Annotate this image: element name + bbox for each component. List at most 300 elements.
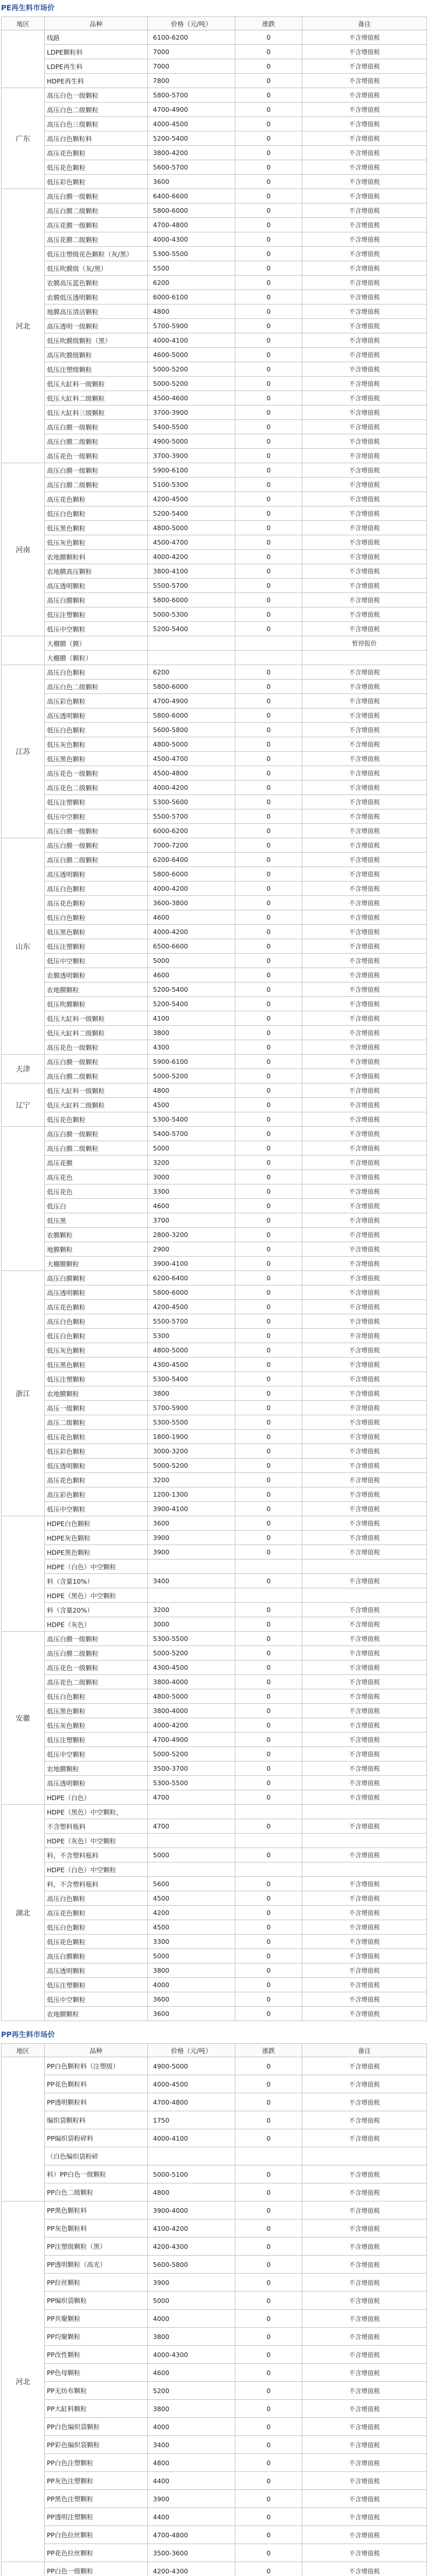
table-row — [2, 925, 427, 939]
table-row — [2, 2274, 427, 2292]
price-cell: 3800 — [148, 1963, 235, 1978]
note-cell: 不含增值税 — [302, 896, 427, 910]
price-cell: 5000 — [148, 954, 235, 968]
note-cell: 不含增值税 — [302, 1487, 427, 1502]
price-cell: 4500 — [148, 1891, 235, 1906]
item-cell: 高压白膜二级颗粒 — [45, 1141, 148, 1156]
table-row — [2, 175, 427, 189]
table-row — [2, 1257, 427, 1271]
price-cell: 4600 — [148, 910, 235, 925]
price-cell: 3000 — [148, 1170, 235, 1184]
note-cell: 不含增值税 — [302, 88, 427, 103]
price-cell: 3800 — [148, 2400, 235, 2418]
change-cell: 0 — [235, 204, 302, 218]
change-cell: 0 — [235, 1733, 302, 1747]
change-cell: 0 — [235, 218, 302, 232]
table-row — [2, 2201, 427, 2219]
change-cell: 0 — [235, 694, 302, 708]
change-cell: 0 — [235, 391, 302, 405]
note-cell: 不含增值税 — [302, 30, 427, 45]
note-cell: 不含增值税 — [302, 737, 427, 752]
table-row — [2, 1040, 427, 1055]
item-cell: 高压白色二级颗粒 — [45, 680, 148, 694]
note-cell: 不含增值税 — [302, 103, 427, 117]
item-cell: 高压白色一级颗粒 — [45, 88, 148, 103]
price-cell: 4300-4500 — [148, 1358, 235, 1372]
price-cell: 5000-5300 — [148, 607, 235, 622]
note-cell: 不含增值税 — [302, 1776, 427, 1790]
price-cell: 5600 — [148, 1877, 235, 1891]
change-cell: 0 — [235, 593, 302, 607]
price-cell: 3800-4000 — [148, 1704, 235, 1718]
table-row — [2, 1487, 427, 1502]
price-cell: 1200-1300 — [148, 1487, 235, 1502]
item-cell: PP透明颗粒（高光） — [45, 2256, 148, 2274]
note-cell: 不含增值税 — [302, 1906, 427, 1920]
change-cell: 0 — [235, 2183, 302, 2201]
table-row — [2, 2328, 427, 2346]
change-cell: 0 — [235, 2328, 302, 2346]
change-cell: 0 — [235, 853, 302, 867]
table-row — [2, 2418, 427, 2436]
table-row — [2, 434, 427, 449]
item-cell: 线路 — [45, 30, 148, 45]
table-row — [2, 1415, 427, 1430]
table-row — [2, 2562, 427, 2576]
note-cell: 不含增值税 — [302, 954, 427, 968]
price-cell: 5800-6000 — [148, 1285, 235, 1300]
item-cell: 高压白膜颗粒 — [45, 593, 148, 607]
price-cell: 4000-4500 — [148, 2075, 235, 2093]
table-row — [2, 853, 427, 867]
price-cell: 3900 — [148, 1545, 235, 1560]
note-cell: 不含增值税 — [302, 1531, 427, 1545]
price-cell: 5800-6000 — [148, 708, 235, 723]
table-row — [2, 2007, 427, 2021]
item-cell: 大棚膜颗粒 — [45, 1257, 148, 1271]
change-cell: 0 — [235, 997, 302, 1011]
change-cell: 0 — [235, 535, 302, 550]
change-cell: 0 — [235, 131, 302, 146]
note-cell: 不含增值税 — [302, 1184, 427, 1199]
price-cell: 3900-4100 — [148, 1257, 235, 1271]
table-row — [2, 1877, 427, 1891]
item-cell: 低压黑色颗粒 — [45, 1704, 148, 1718]
price-cell: 3400 — [148, 1574, 235, 1588]
price-cell: 3600 — [148, 175, 235, 189]
table-row — [2, 1776, 427, 1790]
note-cell: 不含增值税 — [302, 377, 427, 391]
item-cell: 高压花色一级颗粒 — [45, 1040, 148, 1055]
item-cell: 低压黑色颗粒 — [45, 521, 148, 535]
price-cell: 5500 — [148, 261, 235, 276]
table-row — [2, 766, 427, 781]
table-row — [2, 232, 427, 247]
note-cell: 不含增值税 — [302, 1300, 427, 1314]
price-cell: 3600 — [148, 2007, 235, 2021]
change-cell: 0 — [235, 362, 302, 377]
price-table-pp — [1, 2043, 427, 2576]
note-cell: 不含增值税 — [302, 1963, 427, 1978]
item-cell: 不含塑料瓶料 — [45, 1819, 148, 1834]
change-cell: 0 — [235, 824, 302, 838]
item-cell: 高压花色二级颗粒 — [45, 1675, 148, 1689]
price-cell: 5300-5500 — [148, 1632, 235, 1646]
note-cell: 不含增值税 — [302, 2238, 427, 2256]
price-cell: 3500-3700 — [148, 1761, 235, 1776]
change-cell: 0 — [235, 579, 302, 593]
price-cell: 1750 — [148, 2111, 235, 2129]
item-cell: PP均聚颗粒 — [45, 2328, 148, 2346]
change-cell: 0 — [235, 2382, 302, 2400]
item-cell: 高压白膜二级颗粒 — [45, 478, 148, 492]
table-row — [2, 2075, 427, 2093]
price-cell: 3600 — [148, 1516, 235, 1531]
price-cell: 3900 — [148, 2490, 235, 2508]
item-cell: PP白色一级颗粒 — [45, 2562, 148, 2576]
note-cell: 不含增值税 — [302, 1603, 427, 1617]
change-cell: 0 — [235, 1761, 302, 1776]
note-cell: 不含增值税 — [302, 752, 427, 766]
change-cell: 0 — [235, 2129, 302, 2147]
item-cell: 低压黑色颗粒 — [45, 925, 148, 939]
item-cell: 高压彩色颗粒 — [45, 1487, 148, 1502]
note-cell: 不含增值税 — [302, 1935, 427, 1949]
table-row — [2, 1473, 427, 1487]
change-cell: 0 — [235, 521, 302, 535]
header-region: 地区 — [2, 17, 45, 30]
change-cell: 0 — [235, 2562, 302, 2576]
item-cell: 高压二级颗粒 — [45, 1415, 148, 1430]
change-cell: 0 — [235, 1430, 302, 1444]
item-cell: 高压白膜颗粒 — [45, 1949, 148, 1963]
change-cell: 0 — [235, 564, 302, 579]
item-cell: 低压灰色颗粒 — [45, 1343, 148, 1358]
item-cell: 料）PP白色一级颗粒 — [45, 2165, 148, 2183]
price-cell: 1800-1900 — [148, 1430, 235, 1444]
item-cell: 低压吹膜级颗粒（黑） — [45, 333, 148, 348]
price-cell: 4100 — [148, 1011, 235, 1026]
table-row — [2, 2219, 427, 2238]
item-cell: 高压白膜一级颗粒 — [45, 420, 148, 434]
table-row — [2, 1170, 427, 1184]
change-cell: 0 — [235, 2364, 302, 2382]
table-row — [2, 824, 427, 838]
change-cell: 0 — [235, 463, 302, 478]
table-row — [2, 1199, 427, 1213]
change-cell: 0 — [235, 1617, 302, 1632]
table-row — [2, 1805, 427, 1819]
note-cell: 不含增值税 — [302, 2490, 427, 2508]
item-cell: 低压吹膜级（灰/黑） — [45, 261, 148, 276]
item-cell: 高压花色颗粒 — [45, 146, 148, 160]
price-cell: 3200 — [148, 1156, 235, 1170]
table-row — [2, 1343, 427, 1358]
note-cell: 不含增值税 — [302, 1675, 427, 1689]
note-cell — [302, 1834, 427, 1848]
note-cell: 不含增值税 — [302, 982, 427, 997]
note-cell: 不含增值税 — [302, 766, 427, 781]
item-cell: LDPE颗粒料 — [45, 45, 148, 59]
change-cell: 0 — [235, 506, 302, 521]
note-cell: 不含增值税 — [302, 1040, 427, 1055]
price-cell: 7800 — [148, 74, 235, 88]
price-cell: 4800 — [148, 2183, 235, 2201]
item-cell: HDPE白色颗粒 — [45, 1516, 148, 1531]
price-cell: 5500-5700 — [148, 579, 235, 593]
region-cell: 安徽 — [2, 1632, 45, 1805]
note-cell: 不含增值税 — [302, 708, 427, 723]
table-row — [2, 1156, 427, 1170]
item-cell: 农地膜颗粒 — [45, 1761, 148, 1776]
table-row — [2, 550, 427, 564]
table-row — [2, 651, 427, 665]
table-row — [2, 579, 427, 593]
table-row — [2, 982, 427, 997]
item-cell: 低压白色颗粒 — [45, 723, 148, 737]
change-cell: 0 — [235, 2274, 302, 2292]
table-row — [2, 348, 427, 362]
note-cell: 不含增值税 — [302, 1314, 427, 1329]
header-region: 地区 — [2, 2044, 45, 2057]
change-cell: 0 — [235, 377, 302, 391]
note-cell: 不含增值税 — [302, 1285, 427, 1300]
change-cell: 0 — [235, 449, 302, 463]
change-cell: 0 — [235, 2238, 302, 2256]
change-cell: 0 — [235, 1603, 302, 1617]
price-cell: 2800-3200 — [148, 1228, 235, 1242]
price-cell: 4500-4700 — [148, 535, 235, 550]
note-cell: 不含增值税 — [302, 1358, 427, 1372]
price-cell: 4800 — [148, 2454, 235, 2472]
table-row — [2, 463, 427, 478]
price-cell: 4400 — [148, 2508, 235, 2526]
table-row — [2, 377, 427, 391]
note-cell: 不含增值税 — [302, 838, 427, 853]
price-cell — [148, 1560, 235, 1574]
table-header-row — [2, 17, 427, 30]
item-cell: 低压透明颗粒 — [45, 1459, 148, 1473]
note-cell: 不含增值税 — [302, 1502, 427, 1516]
price-cell: 5200-5400 — [148, 982, 235, 997]
change-cell: 0 — [235, 175, 302, 189]
change-cell: 0 — [235, 1516, 302, 1531]
table-row — [2, 45, 427, 59]
price-cell: 5000 — [148, 2292, 235, 2310]
item-cell: 地膜高压清洁颗粒 — [45, 304, 148, 319]
item-cell: 高压花色一级颗粒 — [45, 1660, 148, 1675]
item-cell: 低压白色颗粒 — [45, 1329, 148, 1343]
price-cell: 4000-4200 — [148, 1718, 235, 1733]
change-cell — [235, 1862, 302, 1877]
price-cell: 4300-4500 — [148, 1660, 235, 1675]
table-row — [2, 146, 427, 160]
item-cell: 高压花色一级颗粒 — [45, 766, 148, 781]
item-cell: PP注塑级颗粒（黑） — [45, 2238, 148, 2256]
change-cell: 0 — [235, 2093, 302, 2111]
item-cell: 低压彩色颗粒 — [45, 175, 148, 189]
table-row — [2, 420, 427, 434]
note-cell: 不含增值税 — [302, 939, 427, 954]
price-cell: 5200-5400 — [148, 506, 235, 521]
region-cell: 山东 — [2, 838, 45, 1055]
section-title-pp: PP再生料市场价 — [1, 2031, 55, 2039]
table-row — [2, 1069, 427, 1083]
item-cell: 农地膜高压颗粒 — [45, 564, 148, 579]
price-cell — [148, 636, 235, 651]
price-cell: 7000 — [148, 45, 235, 59]
change-cell: 0 — [235, 737, 302, 752]
table-row — [2, 2256, 427, 2274]
table-row — [2, 781, 427, 795]
change-cell: 0 — [235, 74, 302, 88]
change-cell: 0 — [235, 1949, 302, 1963]
change-cell: 0 — [235, 290, 302, 304]
region-cell: 河南 — [2, 463, 45, 636]
price-cell: 5000-5200 — [148, 1646, 235, 1660]
item-cell: 低压彩色颗粒 — [45, 1444, 148, 1459]
note-cell: 不含增值税 — [302, 521, 427, 535]
note-cell: 不含增值税 — [302, 579, 427, 593]
table-row — [2, 521, 427, 535]
region-cell — [2, 30, 45, 88]
note-cell: 不含增值税 — [302, 2075, 427, 2093]
table-row — [2, 333, 427, 348]
change-cell: 0 — [235, 232, 302, 247]
table-row — [2, 1689, 427, 1704]
note-cell: 不含增值税 — [302, 290, 427, 304]
item-cell: 高压透明一级颗粒 — [45, 319, 148, 333]
price-cell: 3900-4000 — [148, 2201, 235, 2219]
table-row — [2, 1502, 427, 1516]
item-cell: 低压大缸料二级颗粒 — [45, 1026, 148, 1040]
note-cell: 不含增值税 — [302, 1372, 427, 1386]
price-cell: 3700 — [148, 1213, 235, 1228]
item-cell: 低压注塑颗粒 — [45, 1372, 148, 1386]
header-price: 价格（元/吨） — [148, 2044, 235, 2057]
note-cell: 不含增值税 — [302, 1199, 427, 1213]
table-row — [2, 2310, 427, 2328]
change-cell: 0 — [235, 1401, 302, 1415]
note-cell: 不含增值税 — [302, 809, 427, 824]
note-cell: 不含增值税 — [302, 1459, 427, 1473]
change-cell: 0 — [235, 2219, 302, 2238]
note-cell: 不含增值税 — [302, 1992, 427, 2007]
change-cell: 0 — [235, 1675, 302, 1689]
change-cell: 0 — [235, 1040, 302, 1055]
change-cell: 0 — [235, 1271, 302, 1285]
price-cell: 5200-5400 — [148, 622, 235, 636]
item-cell: HDPE（灰色）中空颗粒 — [45, 1834, 148, 1848]
note-cell: 不含增值税 — [302, 550, 427, 564]
price-cell: 5600-5800 — [148, 723, 235, 737]
change-cell: 0 — [235, 1329, 302, 1343]
price-cell: 3200 — [148, 1473, 235, 1487]
table-row — [2, 1098, 427, 1112]
price-cell: 3800-4100 — [148, 564, 235, 579]
item-cell: 低压花色颗粒 — [45, 160, 148, 175]
table-row — [2, 1127, 427, 1141]
table-row — [2, 636, 427, 651]
change-cell: 0 — [235, 103, 302, 117]
table-row — [2, 1314, 427, 1329]
price-cell: 2900 — [148, 1242, 235, 1257]
price-cell: 4000-4200 — [148, 550, 235, 564]
price-cell: 4000 — [148, 1978, 235, 1992]
note-cell: 不含增值税 — [302, 261, 427, 276]
price-cell: 3800 — [148, 2328, 235, 2346]
table-row — [2, 723, 427, 737]
item-cell: 编织袋颗粒料 — [45, 2111, 148, 2129]
change-cell: 0 — [235, 478, 302, 492]
change-cell: 0 — [235, 30, 302, 45]
price-cell: 5200-5400 — [148, 131, 235, 146]
table-row — [2, 1992, 427, 2007]
price-cell: 3000 — [148, 1617, 235, 1632]
note-cell: 不含增值税 — [302, 1415, 427, 1430]
item-cell: 地膜颗粒 — [45, 1242, 148, 1257]
item-cell: 高压透明颗粒 — [45, 1776, 148, 1790]
change-cell: 0 — [235, 1459, 302, 1473]
item-cell: 高压透明颗粒 — [45, 579, 148, 593]
price-cell: 5800-6000 — [148, 680, 235, 694]
price-cell: 3800 — [148, 1386, 235, 1401]
change-cell: 0 — [235, 1935, 302, 1949]
table-row — [2, 2165, 427, 2183]
header-item: 品种 — [45, 17, 148, 30]
table-row — [2, 1862, 427, 1877]
price-cell: 3800-4000 — [148, 1675, 235, 1689]
price-cell: 5400-5500 — [148, 420, 235, 434]
price-cell: 5800-6000 — [148, 204, 235, 218]
table-row — [2, 2490, 427, 2508]
note-cell: 不含增值税 — [302, 2562, 427, 2576]
region-cell: 河北 — [2, 2201, 45, 2562]
change-cell: 0 — [235, 795, 302, 809]
item-cell: 高压白膜一级颗粒 — [45, 463, 148, 478]
price-cell: 5800-6000 — [148, 593, 235, 607]
change-cell: 0 — [235, 1646, 302, 1660]
header-change: 涨跌 — [235, 17, 302, 30]
item-cell: PP改性颗粒 — [45, 2346, 148, 2364]
item-cell: 高压白膜二级颗粒 — [45, 204, 148, 218]
change-cell: 0 — [235, 1776, 302, 1790]
item-cell: 高压花色颗粒 — [45, 896, 148, 910]
item-cell: PP透明注塑颗粒 — [45, 2508, 148, 2526]
region-cell — [2, 1127, 45, 1271]
note-cell: 不含增值税 — [302, 1891, 427, 1906]
change-cell: 0 — [235, 1026, 302, 1040]
note-cell: 不含增值税 — [302, 74, 427, 88]
table-row — [2, 882, 427, 896]
price-cell: 5200-5400 — [148, 997, 235, 1011]
item-cell: PP白色拉丝颗粒 — [45, 2526, 148, 2544]
note-cell: 不含增值税 — [302, 1660, 427, 1675]
note-cell: 不含增值税 — [302, 2111, 427, 2129]
price-cell: 5000-5100 — [148, 2165, 235, 2183]
note-cell: 不含增值税 — [302, 1733, 427, 1747]
note-cell: 不含增值税 — [302, 160, 427, 175]
change-cell: 0 — [235, 348, 302, 362]
item-cell: 农膜颗粒 — [45, 1228, 148, 1242]
item-cell: 料（含量10%） — [45, 1574, 148, 1588]
table-row — [2, 1790, 427, 1805]
note-cell: 不含增值税 — [302, 492, 427, 506]
item-cell: PP灰色注塑颗粒 — [45, 2472, 148, 2490]
change-cell: 0 — [235, 896, 302, 910]
note-cell: 不含增值税 — [302, 319, 427, 333]
note-cell: 不含增值税 — [302, 59, 427, 74]
